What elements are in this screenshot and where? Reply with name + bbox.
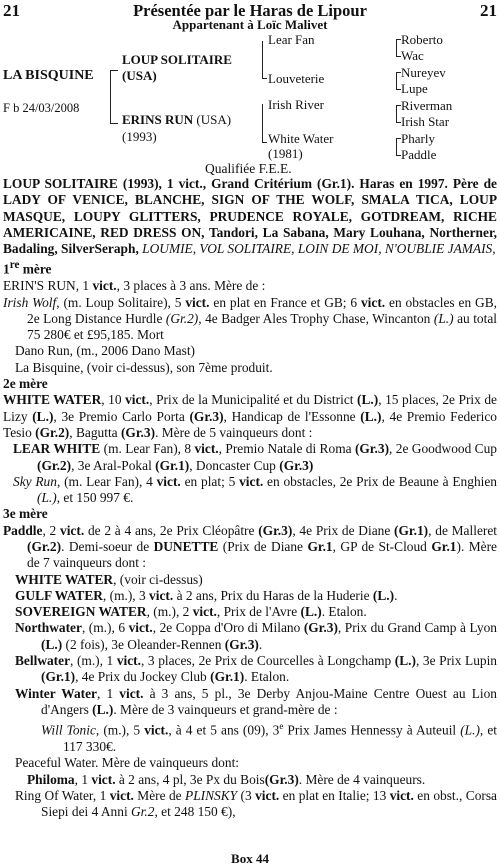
- page-title: Présentée par le Haras de Lipour: [133, 1, 367, 20]
- page-subtitle: Appartenant à Loïc Malivet: [172, 17, 328, 32]
- great-grandparent-5: Riverman: [401, 98, 453, 113]
- great-grandparent-1: Roberto: [401, 32, 443, 47]
- produce-winter-water: Winter Water, 1 vict. à 3 ans, 5 pl., 3e Derby Anjou-Maine Centre Ouest au Lion d'Angers (L.). Mère de 3 vainqueurs et grand-mère de :: [15, 685, 497, 717]
- first-dam-heading: 1re mère: [3, 259, 52, 277]
- second-dam-entry: WHITE WATER, 10 vict., Prix de la Municipalité et du District (L.), 15 places, 2e Prix de Lizy (L.), 3e Premio Carlo Porta (Gr.3), Handicap de l'Essonne (L.), 4e Premio Federico Tesio (Gr.2), Bagutta (Gr.3). Mère de 5 vainqueurs dont :: [3, 392, 498, 440]
- produce-bellwater: Bellwater, (m.), 1 vict., 3 places, 2e Prix de Courcelles à Longchamp (L.), 3e Prix Lupin (Gr.1), 4e Prix du Jockey Club (Gr.1). Etalon.: [15, 653, 497, 685]
- dam-line: ERINS RUN (USA): [122, 112, 232, 127]
- great-grandparent-3: Nureyev: [401, 65, 446, 80]
- produce-dano-run: Dano Run, (m., 2006 Dano Mast): [15, 343, 196, 359]
- lot-number-right: 21: [480, 1, 497, 20]
- catalogue-text: [3, 176, 497, 821]
- great-grandparent-6: Irish Star: [401, 114, 450, 129]
- great-grandparent-4: Lupe: [401, 81, 428, 96]
- second-dam-heading: 2e mère: [3, 376, 48, 392]
- produce-philoma: Philoma, 1 vict. à 2 ans, 4 pl, 3e Px du Bois(Gr.3). Mère de 4 vainqueurs.: [27, 771, 426, 787]
- produce-sky-run: Sky Run, (m. Lear Fan), 4 vict. en plat; 5 vict. en obstacles, 2e Prix de Beaune à Enghien (L.), et 150 997 €.: [13, 473, 497, 506]
- sire-name: LOUP SOLITAIRE: [122, 52, 232, 67]
- third-dam-entry: Paddle, 2 vict. de 2 à 4 ans, 2e Prix Cléopâtre (Gr.3), 4e Prix de Diane (Gr.1), de Malleret (Gr.2). Demi-soeur de DUNETTE (Prix de Diane Gr.1, GP de St-Cloud Gr.1). Mère de 7 vainqueurs dont :: [3, 522, 498, 571]
- produce-la-bisquine: La Bisquine, (voir ci-dessus), son 7ème produit.: [15, 359, 273, 375]
- lot-number-left: 21: [3, 1, 20, 20]
- great-grandparent-7: Pharly: [401, 131, 435, 146]
- produce-peaceful-water: Peaceful Water. Mère de vainqueurs dont:: [15, 755, 240, 771]
- produce-gulf-water: GULF WATER, (m.), 3 vict. à 2 ans, Prix du Haras de la Huderie (L.).: [15, 587, 398, 603]
- grandsire-2: Irish River: [268, 97, 324, 112]
- horse-info: F b 24/03/2008: [3, 101, 80, 115]
- produce-ring-of-water: Ring Of Water, 1 vict. Mère de PLINSKY (3 vict. en plat en Italie; 13 vict. en obst., Corsa Siepi dei 4 Anni Gr.2, et 248 150 €),: [15, 787, 497, 820]
- first-dam-entry: ERIN'S RUN, 1 vict., 3 places à 3 ans. Mère de :: [3, 278, 266, 294]
- great-grandparent-2: Wac: [401, 48, 424, 63]
- granddam-1: Louveterie: [268, 71, 325, 86]
- produce-irish-wolf: Irish Wolf, (m. Loup Solitaire), 5 vict. en plat en France et GB; 6 vict. en obstacles en GB, 2e Long Distance Hurdle (Gr.2), 4e Badger Ales Trophy Chase, Wincanton (L.) au total 75 280€ et £95,185. Mort: [3, 294, 497, 343]
- dam-year: (1993): [122, 129, 157, 144]
- qualification: Qualifiée F.E.E.: [205, 161, 292, 176]
- horse-name: LA BISQUINE: [3, 68, 94, 83]
- granddam-2: White Water: [268, 131, 334, 146]
- produce-white-water: WHITE WATER, (voir ci-dessus): [15, 571, 203, 587]
- sire-country: (USA): [122, 68, 157, 83]
- sire-paragraph: LOUP SOLITAIRE (1993), 1 vict., Grand Critérium (Gr.1). Haras en 1997. Père de LADY OF VENICE, BLANCHE, SIGN OF THE WOLF, SMALA TICA, LOUP MASQUE, LOUPY GLITTERS, PRUDENCE ROYALE, GOTDREAM, RICHE AMERICAINE, RED DRESS ON, Tandori, La Sabana, Mary Louhana, Northerner, Badaling, SilverSeraph, LOUMIE, VOL SOLITAIRE, LOIN DE MOI, N'OUBLIE JAMAIS,: [3, 176, 497, 257]
- produce-northwater: Northwater, (m.), 6 vict., 2e Coppa d'Oro di Milano (Gr.3), Prix du Grand Camp à Lyon (L.) (2 fois), 3e Oleander-Rennen (Gr.3).: [15, 620, 497, 652]
- box-number: Box 44: [231, 851, 269, 866]
- produce-will-tonic: Will Tonic, (m.), 5 vict., à 4 et 5 ans (09), 3e Prix James Hennessy à Auteuil (L.), et 117 330€.: [41, 721, 497, 755]
- produce-lear-white: LEAR WHITE (m. Lear Fan), 8 vict., Premio Natale di Roma (Gr.3), 2e Goodwood Cup (Gr.2), 3e Aral-Pokal (Gr.1), Doncaster Cup (Gr.3): [13, 441, 497, 473]
- third-dam-heading: 3e mère: [3, 506, 48, 522]
- great-grandparent-8: Paddle: [401, 147, 437, 162]
- granddam-2-year: (1981): [268, 146, 303, 161]
- grandsire-1: Lear Fan: [268, 32, 315, 47]
- produce-sovereign-water: SOVEREIGN WATER, (m.), 2 vict., Prix de l'Avre (L.). Etalon.: [15, 604, 367, 620]
- pedigree-bracket: [110, 70, 111, 124]
